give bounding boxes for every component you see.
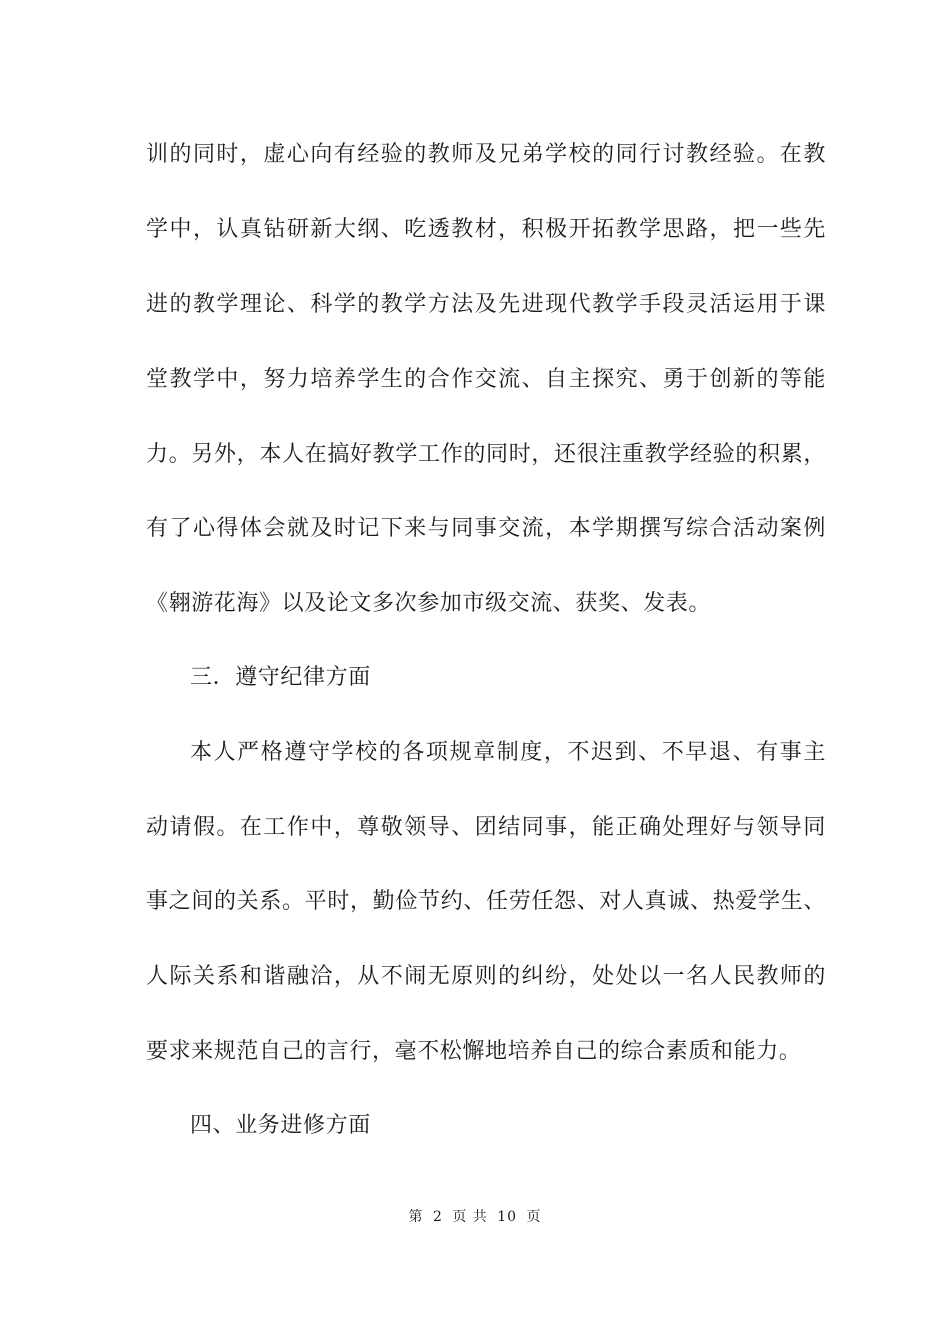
paragraph-line: 有了心得体会就及时记下来与同事交流，本学期撰写综合活动案例 <box>146 516 826 541</box>
footer-prefix: 第 <box>408 1209 424 1225</box>
paragraph-line: 要求来规范自己的言行，毫不松懈地培养自己的综合素质和能力。 <box>146 1039 802 1064</box>
paragraph-line: 人际关系和谐融洽，从不闹无原则的纠纷，处处以一名人民教师的 <box>146 964 826 989</box>
footer-total-pages: 10 <box>497 1209 518 1225</box>
paragraph-line: 力。另外，本人在搞好教学工作的同时，还很注重教学经验的积累， <box>146 442 826 467</box>
page-footer <box>0 1207 950 1227</box>
paragraph-line: 《翱游花海》以及论文多次参加市级交流、获奖、发表。 <box>146 591 712 616</box>
footer-page-number: 2 <box>432 1209 443 1225</box>
paragraph-line: 训的同时，虚心向有经验的教师及兄弟学校的同行讨教经验。在教 <box>146 142 826 167</box>
section-heading: 三．遵守纪律方面 <box>190 665 371 690</box>
paragraph-line: 学中，认真钻研新大纲、吃透教材，积极开拓教学思路，把一些先 <box>146 217 826 242</box>
paragraph-line: 动请假。在工作中，尊敬领导、团结同事，能正确处理好与领导同 <box>146 815 826 840</box>
paragraph-line: 本人严格遵守学校的各项规章制度，不迟到、不早退、有事主 <box>190 740 826 765</box>
paragraph-line: 事之间的关系。平时，勤俭节约、任劳任怨、对人真诚、热爱学生、 <box>146 889 826 914</box>
footer-suffix: 页 <box>526 1209 542 1225</box>
paragraph-line: 堂教学中，努力培养学生的合作交流、自主探究、勇于创新的等能 <box>146 367 826 392</box>
footer-middle: 页 共 <box>452 1209 488 1225</box>
paragraph-line: 进的教学理论、科学的教学方法及先进现代教学手段灵活运用于课 <box>146 292 826 317</box>
section-heading: 四、业务进修方面 <box>190 1113 371 1138</box>
